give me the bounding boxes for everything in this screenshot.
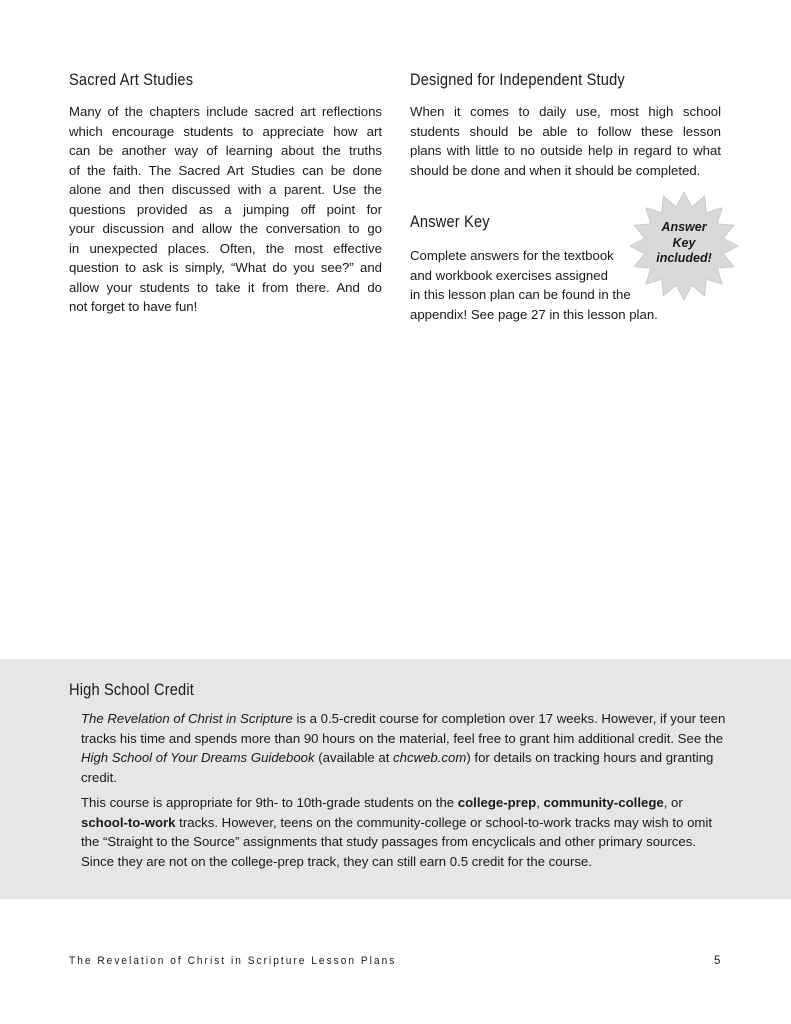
text: (available at xyxy=(314,750,394,765)
credit-paragraph-1 xyxy=(81,709,731,787)
footer-title: The Revelation of Christ in Scripture Lesson Plans xyxy=(69,955,397,967)
text-line: students should be able to follow these lesson xyxy=(410,123,721,139)
sacred-art-paragraph xyxy=(69,102,382,317)
answer-key-starburst-badge xyxy=(628,190,740,302)
starburst-label xyxy=(628,220,740,267)
text-line: appendix! See page 27 in this lesson plan. xyxy=(410,306,658,322)
text-line: and workbook exercises assigned xyxy=(410,267,608,283)
text: tracks. However, teens on the community-college or school-to-work tracks may wish to omit the “Straight to the Source” assignments that study passages from encyclicals and other primary sources. Since they are not on the college-prep track, they can still earn 0.5 credit for the course. xyxy=(81,814,712,869)
track-school-to-work: school-to-work xyxy=(81,814,176,830)
text: is a 0.5-credit course for completion over 17 weeks. However, if your teen tracks his time and spends more than 90 hours on the material, feel free to grant him additional credit. See the xyxy=(81,711,726,746)
text: ) for details on tracking hours and granting credit. xyxy=(81,750,714,785)
answer-key-heading: Answer Key xyxy=(410,212,490,231)
page-number: 5 xyxy=(714,955,721,967)
text-line: question to ask is simply, “What do you see?” and xyxy=(69,260,382,275)
text-line: alone and then discussed with a parent. Use the xyxy=(69,182,382,197)
text-line: allow your students to take it from there. And do xyxy=(69,279,382,295)
badge-line: Answer xyxy=(661,220,707,234)
text-line: can be another way of learning about the truths xyxy=(69,143,382,158)
text-line: which encourage students to appreciate how art xyxy=(69,123,382,139)
website-text: chcweb.com xyxy=(393,750,467,765)
course-title: The Revelation of Christ in Scripture xyxy=(81,711,293,726)
high-school-credit-body xyxy=(81,709,731,877)
text: This course is appropriate for 9th- to 10th-grade students on the xyxy=(81,795,458,810)
track-community-college: community-college xyxy=(543,795,664,810)
high-school-credit-heading: High School Credit xyxy=(69,680,194,699)
credit-paragraph-2 xyxy=(81,793,731,871)
badge-line: Key xyxy=(672,235,696,250)
text: , xyxy=(536,795,544,810)
text: , or xyxy=(663,795,683,810)
text-line: should be done and when it should be completed. xyxy=(410,162,701,178)
text-line: Complete answers for the textbook xyxy=(410,248,614,263)
text-line: plans with little to no outside help in regard to what xyxy=(410,143,721,158)
badge-line: included! xyxy=(656,251,712,265)
text-line: questions provided as a jumping off point for xyxy=(69,201,382,217)
text-line: your discussion and allow the conversation to go xyxy=(69,221,382,236)
track-college-prep: college-prep xyxy=(457,795,537,810)
independent-study-paragraph xyxy=(410,102,721,180)
text-line: in this lesson plan can be found in the xyxy=(410,287,631,302)
text-line: not forget to have fun! xyxy=(69,299,198,314)
guidebook-title: High School of Your Dreams Guidebook xyxy=(81,750,315,765)
text-line: of the faith. The Sacred Art Studies can be done xyxy=(69,162,382,178)
sacred-art-heading: Sacred Art Studies xyxy=(69,70,194,89)
text-line: Many of the chapters include sacred art reflections xyxy=(69,104,382,119)
independent-study-heading: Designed for Independent Study xyxy=(410,70,625,89)
text-line: in unexpected places. Often, the most effective xyxy=(69,240,382,256)
text-line: When it comes to daily use, most high school xyxy=(410,104,721,119)
